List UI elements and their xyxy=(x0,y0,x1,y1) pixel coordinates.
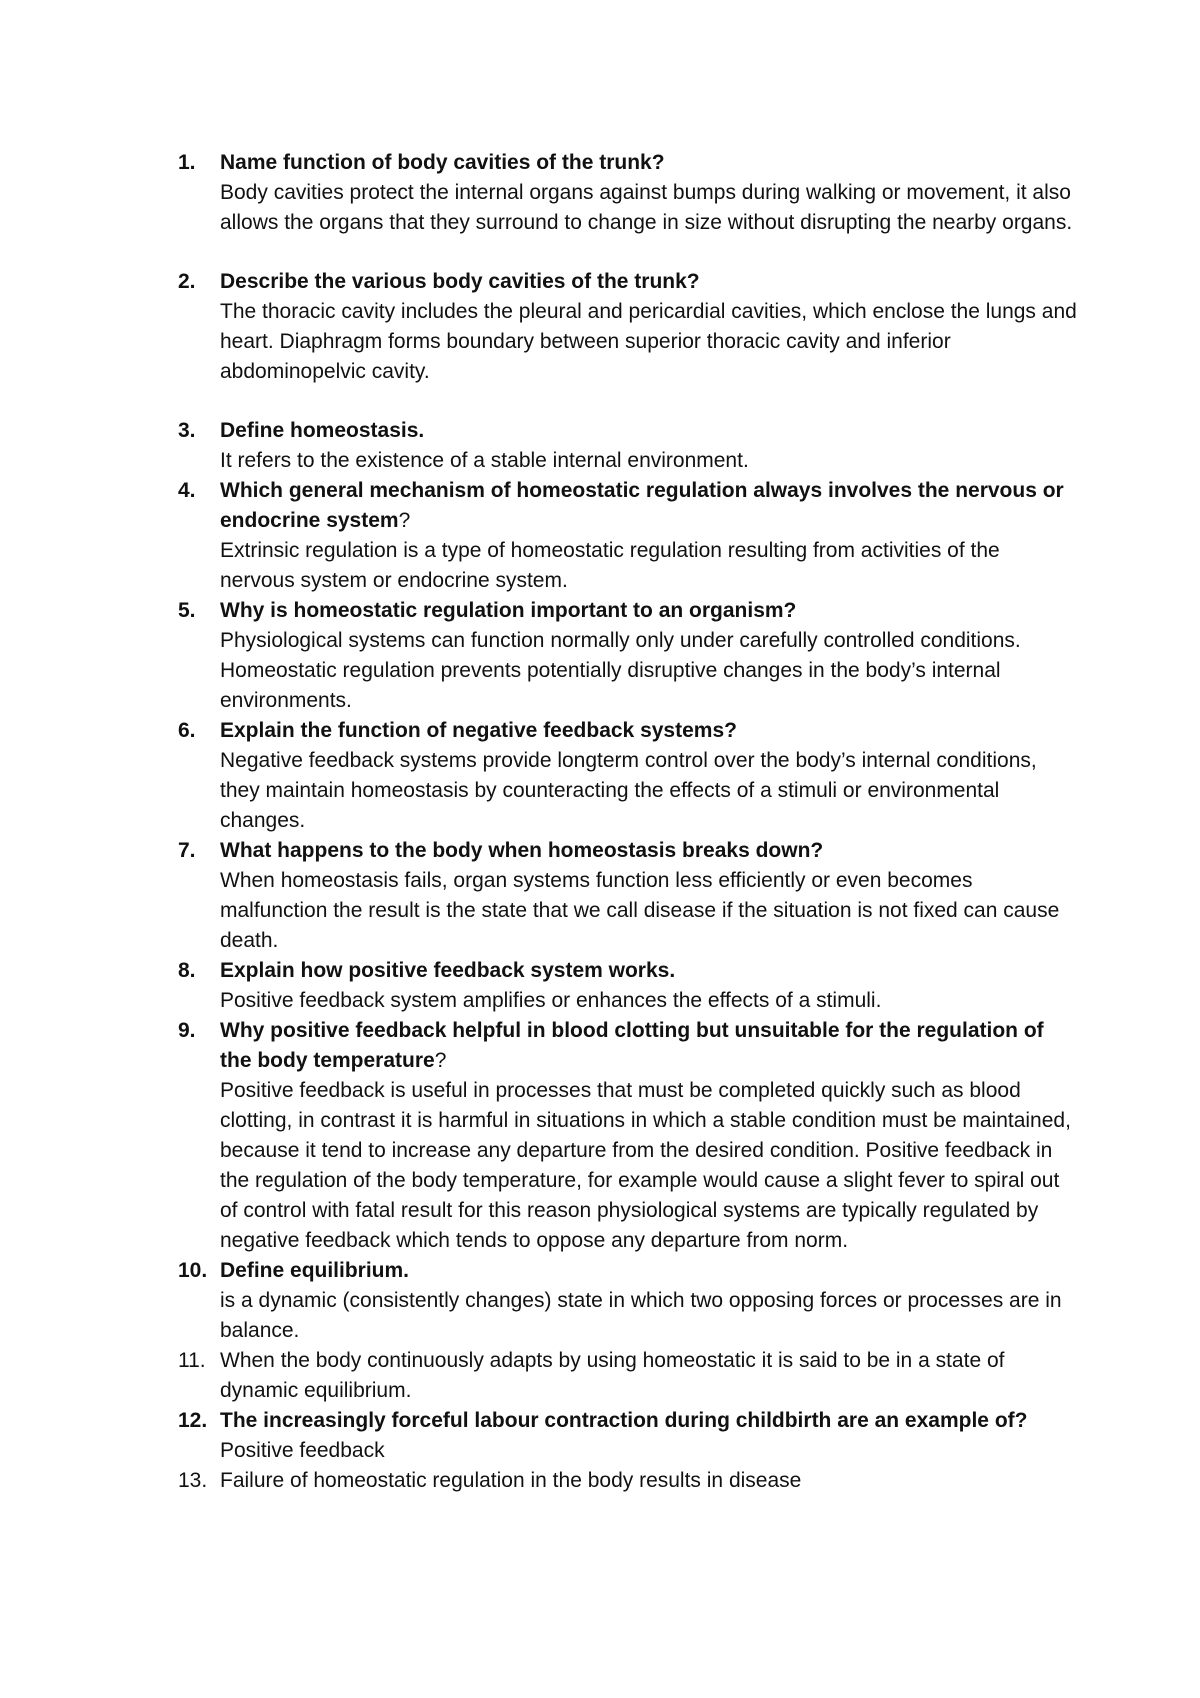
list-item xyxy=(178,1466,1078,1496)
list-item xyxy=(178,716,1078,836)
answer-text: It refers to the existence of a stable internal environment. xyxy=(220,449,749,472)
answer-text: The thoracic cavity includes the pleural and pericardial cavities, which enclose the lungs and heart. Diaphragm forms boundary between superior thoracic cavity and inferior abdominopelvic cavity. xyxy=(220,300,1077,383)
list-item xyxy=(178,1256,1078,1346)
list-item xyxy=(178,267,1078,387)
answer-text: When homeostasis fails, organ systems function less efficiently or even becomes malfunction the result is the state that we call disease if the situation is not fixed can cause death. xyxy=(220,869,1060,952)
list-item xyxy=(178,1016,1078,1256)
question-text: Why is homeostatic regulation important to an organism? xyxy=(220,599,797,622)
question-text: The increasingly forceful labour contraction during childbirth are an example of? xyxy=(220,1409,1028,1432)
question-text: Describe the various body cavities of the trunk? xyxy=(220,270,700,293)
item-number: 9. xyxy=(178,1019,196,1042)
item-number: 11. xyxy=(178,1349,206,1372)
answer-text: Body cavities protect the internal organs against bumps during walking or movement, it also allows the organs that they surround to change in size without disrupting the nearby organs. xyxy=(220,181,1073,234)
list-item xyxy=(178,148,1078,238)
question-text: Why positive feedback helpful in blood clotting but unsuitable for the regulation of the body temperature xyxy=(220,1019,1044,1072)
statement-text: When the body continuously adapts by using homeostatic it is said to be in a state of dynamic equilibrium. xyxy=(220,1349,1005,1402)
answer-text: Positive feedback is useful in processes that must be completed quickly such as blood clotting, in contrast it is harmful in situations in which a stable condition must be maintained, because it tend to increase any departure from the desired condition. Positive feedback in the regulation of the body temperature, for example would cause a slight fever to spiral out of control with fatal result for this reason physiological systems are typically regulated by negative feedback which tends to oppose any departure from norm. xyxy=(220,1079,1071,1252)
answer-text: Physiological systems can function normally only under carefully controlled conditions. Homeostatic regulation prevents potentially disruptive changes in the body’s internal environments. xyxy=(220,629,1021,712)
question-suffix: ? xyxy=(398,509,411,532)
question-text: Explain the function of negative feedback systems? xyxy=(220,719,737,742)
answer-text: Extrinsic regulation is a type of homeostatic regulation resulting from activities of the nervous system or endocrine system. xyxy=(220,539,1000,592)
answer-text: Positive feedback system amplifies or enhances the effects of a stimuli. xyxy=(220,989,882,1012)
item-number: 8. xyxy=(178,959,196,982)
question-text: Define equilibrium. xyxy=(220,1259,410,1282)
list-item xyxy=(178,1406,1078,1466)
list-item xyxy=(178,1346,1078,1406)
question-text: Explain how positive feedback system works. xyxy=(220,959,676,982)
list-item xyxy=(178,956,1078,1016)
list-item xyxy=(178,836,1078,956)
item-number: 3. xyxy=(178,419,196,442)
question-text: What happens to the body when homeostasis breaks down? xyxy=(220,839,824,862)
list-item xyxy=(178,416,1078,476)
question-text: Name function of body cavities of the trunk? xyxy=(220,151,665,174)
answer-text: is a dynamic (consistently changes) state in which two opposing forces or processes are in balance. xyxy=(220,1289,1062,1342)
question-suffix: ? xyxy=(434,1049,447,1072)
item-number: 4. xyxy=(178,479,196,502)
statement-text: Failure of homeostatic regulation in the body results in disease xyxy=(220,1469,802,1492)
question-text: Which general mechanism of homeostatic regulation always involves the nervous or endocrine system xyxy=(220,479,1064,532)
item-number: 10. xyxy=(178,1259,208,1282)
item-number: 6. xyxy=(178,719,196,742)
answer-text: Negative feedback systems provide longterm control over the body’s internal conditions, they maintain homeostasis by counteracting the effects of a stimuli or environmental changes. xyxy=(220,749,1037,832)
question-list xyxy=(178,148,1078,1496)
list-item xyxy=(178,476,1078,596)
item-number: 12. xyxy=(178,1409,208,1432)
item-number: 7. xyxy=(178,839,196,862)
item-number: 2. xyxy=(178,270,196,293)
item-number: 5. xyxy=(178,599,196,622)
list-item xyxy=(178,596,1078,716)
item-number: 13. xyxy=(178,1469,208,1492)
answer-text: Positive feedback xyxy=(220,1439,385,1462)
question-text: Define homeostasis. xyxy=(220,419,425,442)
item-number: 1. xyxy=(178,151,196,174)
